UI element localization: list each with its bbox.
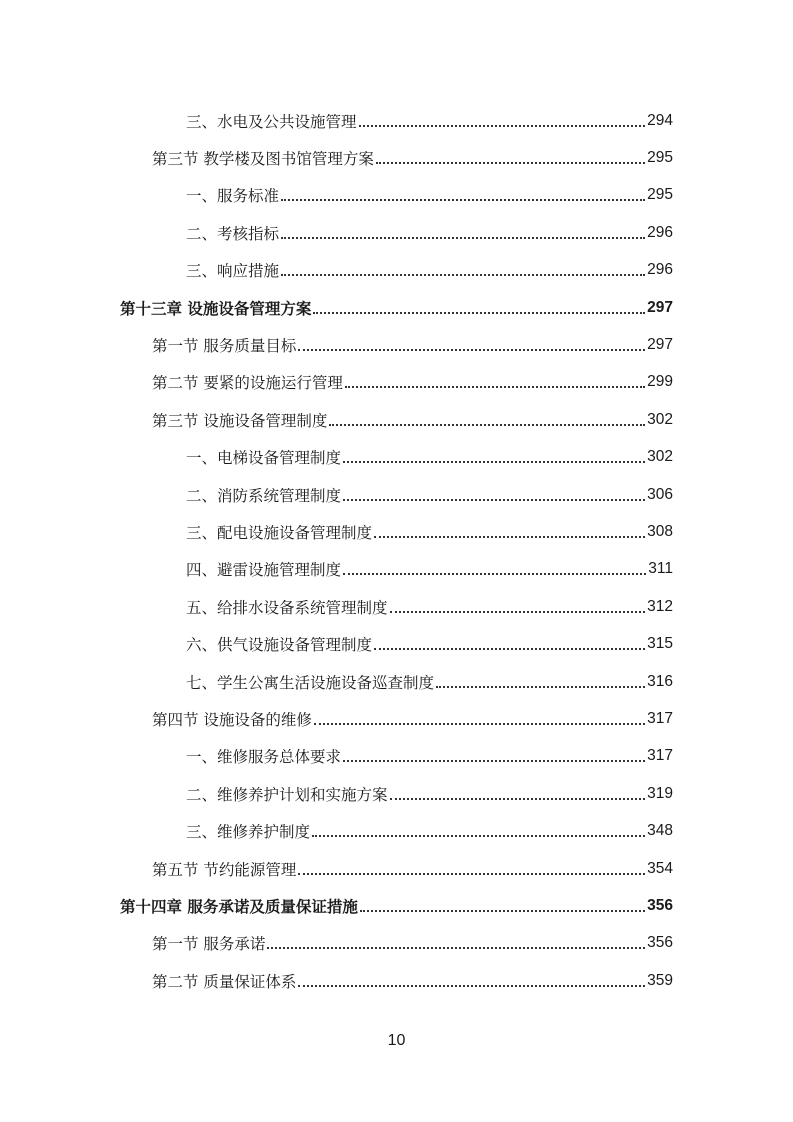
toc-entry-title: 三、响应措施 (186, 259, 281, 281)
toc-entry-page: 319 (647, 784, 673, 802)
dot-leader (343, 461, 645, 463)
toc-entry-title: 七、学生公寓生活设施设备巡查制度 (186, 671, 436, 693)
dot-leader (343, 573, 646, 575)
toc-entry-page: 316 (647, 672, 673, 690)
toc-entry[interactable] (120, 439, 673, 476)
toc-entry-page: 302 (647, 410, 673, 428)
dot-leader (343, 499, 645, 501)
toc-entry[interactable] (120, 214, 673, 251)
toc-entry-title: 第二节 质量保证体系 (152, 970, 298, 992)
toc-chapter-entry[interactable] (120, 887, 673, 924)
dot-leader (312, 835, 645, 837)
toc-entry-title: 一、电梯设备管理制度 (186, 446, 343, 468)
page-number: 10 (387, 1032, 406, 1049)
toc-entry-page: 348 (647, 822, 673, 840)
toc-entry-page: 317 (647, 747, 673, 765)
toc-entry-title: 三、维修养护制度 (186, 820, 312, 842)
toc-entry[interactable] (120, 476, 673, 513)
toc-entry-title: 第十三章 设施设备管理方案 (120, 297, 313, 319)
dot-leader (390, 611, 646, 613)
toc-entry-page: 311 (648, 560, 673, 578)
toc-entry-title: 第一节 服务质量目标 (152, 334, 298, 356)
toc-entry[interactable] (120, 588, 673, 625)
dot-leader (376, 162, 645, 164)
toc-entry-title: 四、避雷设施管理制度 (186, 558, 343, 580)
toc-entry-title: 三、配电设施设备管理制度 (186, 521, 374, 543)
toc-entry-title: 二、维修养护计划和实施方案 (186, 783, 390, 805)
toc-entry[interactable] (120, 812, 673, 849)
toc-entry[interactable] (120, 139, 673, 176)
toc-entry-page: 302 (647, 448, 673, 466)
dot-leader (298, 349, 645, 351)
toc-entry[interactable] (120, 625, 673, 662)
dot-leader (298, 873, 645, 875)
dot-leader (281, 237, 645, 239)
toc-entry[interactable] (120, 177, 673, 214)
toc-entry[interactable] (120, 513, 673, 550)
toc-entry[interactable] (120, 925, 673, 962)
toc-entry-page: 308 (647, 522, 673, 540)
dot-leader (267, 947, 645, 949)
dot-leader (390, 798, 646, 800)
dot-leader (374, 648, 645, 650)
toc-entry[interactable] (120, 364, 673, 401)
toc-chapter-entry[interactable] (120, 289, 673, 326)
dot-leader (436, 686, 645, 688)
dot-leader (360, 910, 645, 912)
toc-entry-title: 六、供气设施设备管理制度 (186, 633, 374, 655)
toc-entry[interactable] (120, 663, 673, 700)
toc-entry-title: 第四节 设施设备的维修 (152, 708, 314, 730)
dot-leader (374, 536, 645, 538)
toc-entry-page: 294 (647, 111, 673, 129)
toc-entry-page: 317 (647, 709, 673, 727)
toc-entry-title: 一、维修服务总体要求 (186, 745, 343, 767)
dot-leader (343, 760, 645, 762)
toc-entry[interactable] (120, 738, 673, 775)
toc-entry-page: 295 (647, 149, 673, 167)
toc-entry[interactable] (120, 401, 673, 438)
toc-entry-title: 五、给排水设备系统管理制度 (186, 596, 390, 618)
toc-entry-page: 359 (647, 971, 673, 989)
dot-leader (313, 312, 645, 314)
toc-entry-title: 三、水电及公共设施管理 (186, 110, 359, 132)
toc-entry-page: 312 (647, 597, 673, 615)
toc-entry[interactable] (120, 252, 673, 289)
toc-entry-page: 296 (647, 261, 673, 279)
toc-entry[interactable] (120, 102, 673, 139)
toc-entry-page: 299 (647, 373, 673, 391)
toc-entry-page: 297 (647, 298, 673, 316)
table-of-contents (120, 102, 673, 999)
toc-entry[interactable] (120, 551, 673, 588)
toc-entry-title: 第二节 要紧的设施运行管理 (152, 371, 345, 393)
toc-entry[interactable] (120, 700, 673, 737)
toc-entry-page: 356 (647, 896, 673, 914)
toc-entry[interactable] (120, 962, 673, 999)
toc-entry-title: 第五节 节约能源管理 (152, 858, 298, 880)
dot-leader (345, 386, 645, 388)
toc-entry-page: 297 (647, 336, 673, 354)
toc-entry[interactable] (120, 775, 673, 812)
toc-entry-page: 296 (647, 223, 673, 241)
dot-leader (329, 424, 645, 426)
toc-entry[interactable] (120, 326, 673, 363)
toc-entry[interactable] (120, 850, 673, 887)
toc-entry-title: 第三节 设施设备管理制度 (152, 409, 329, 431)
dot-leader (314, 723, 645, 725)
toc-entry-page: 295 (647, 186, 673, 204)
toc-entry-title: 第一节 服务承诺 (152, 932, 267, 954)
toc-entry-title: 第十四章 服务承诺及质量保证措施 (120, 895, 360, 917)
toc-entry-title: 第三节 教学楼及图书馆管理方案 (152, 147, 376, 169)
toc-entry-page: 354 (647, 859, 673, 877)
toc-entry-page: 315 (647, 635, 673, 653)
dot-leader (359, 125, 646, 127)
toc-entry-title: 二、考核指标 (186, 222, 281, 244)
toc-entry-title: 一、服务标准 (186, 184, 281, 206)
dot-leader (298, 985, 645, 987)
dot-leader (281, 274, 645, 276)
toc-entry-title: 二、消防系统管理制度 (186, 484, 343, 506)
dot-leader (281, 199, 645, 201)
toc-entry-page: 356 (647, 934, 673, 952)
toc-entry-page: 306 (647, 485, 673, 503)
